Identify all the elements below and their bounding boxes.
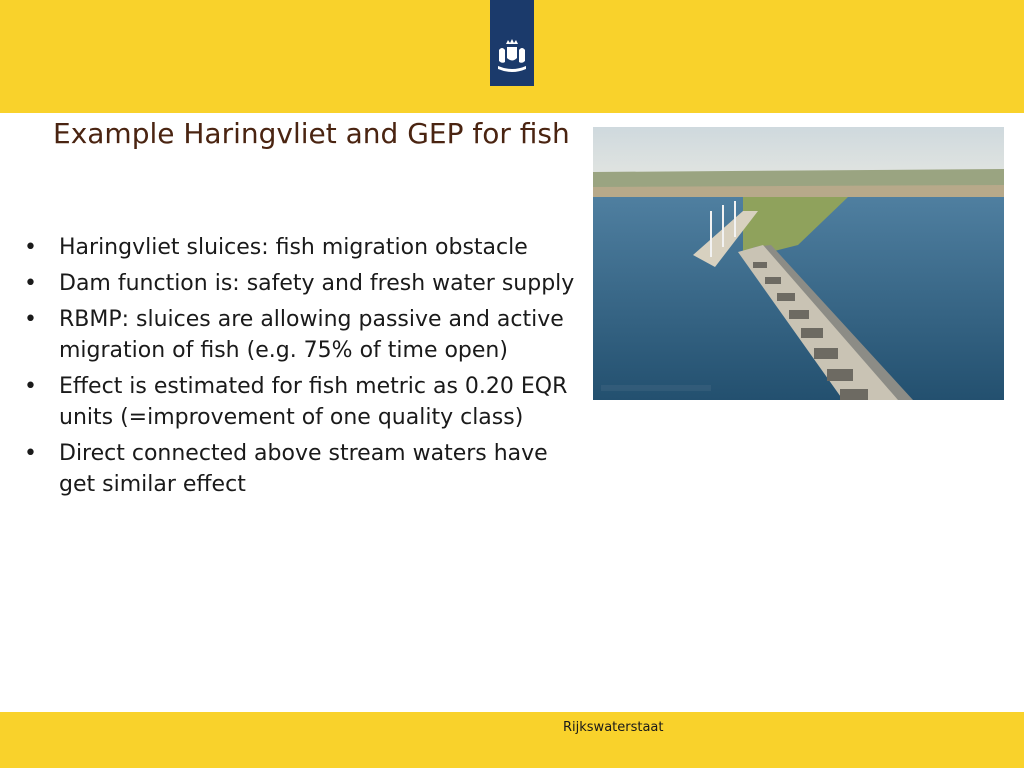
slide-title: Example Haringvliet and GEP for fish [53,117,570,150]
coat-of-arms-icon [490,0,534,86]
bullet-list [22,232,582,505]
bullet-marker: • [24,307,37,332]
bullet-text: Haringvliet sluices: fish migration obstacle [59,235,528,260]
footer-band [0,712,1024,768]
bullet-text: RBMP: sluices are allowing passive and active migration of fish (e.g. 75% of time open) [59,307,564,363]
bullet-text: Effect is estimated for fish metric as 0.20 EQR units (=improvement of one quality class) [59,374,568,430]
government-logo [490,0,534,86]
bullet-item [22,268,582,299]
bullet-item [22,438,582,500]
aerial-photo-illustration [593,127,1004,400]
footer-organization: Rijkswaterstaat [563,720,664,735]
bullet-marker: • [24,374,37,399]
bullet-item [22,304,582,366]
bullet-text: Dam function is: safety and fresh water supply [59,271,575,296]
bullet-marker: • [24,441,37,466]
bullet-marker: • [24,271,37,296]
bullet-marker: • [24,235,37,260]
bullet-text: Direct connected above stream waters have get similar effect [59,441,548,497]
bullet-item [22,232,582,263]
bullet-item [22,371,582,433]
haringvliet-dam-photo [593,127,1004,400]
